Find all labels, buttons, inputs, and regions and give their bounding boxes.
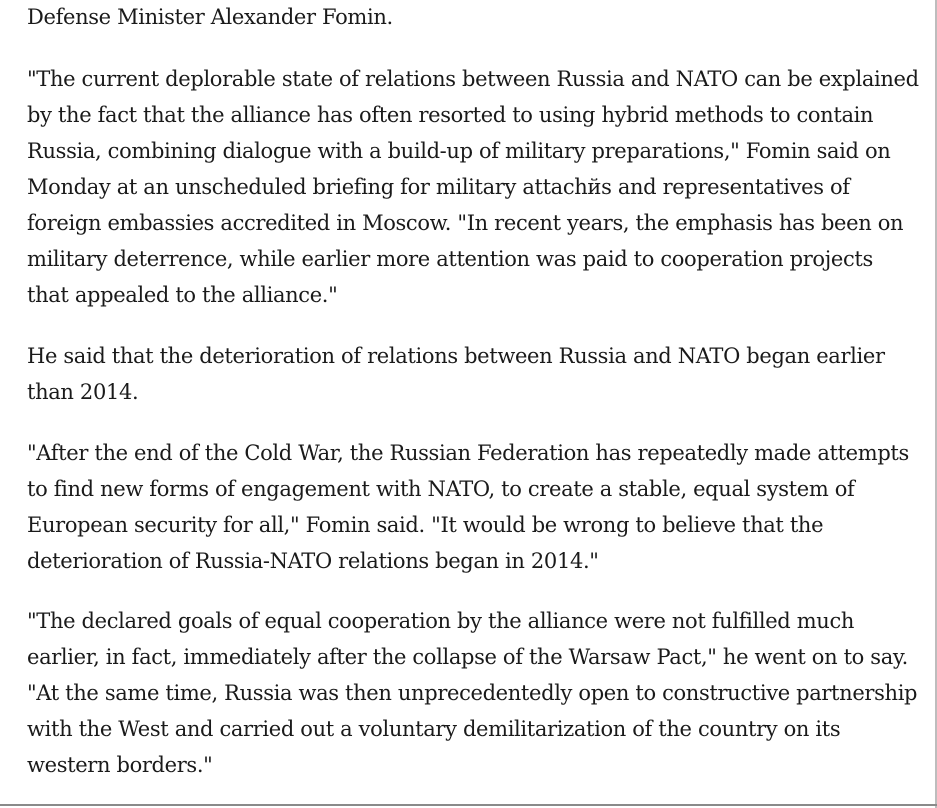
article-paragraph: "The current deplorable state of relations between Russia and NATO can be explained by the fact that the alliance has often resorted to using hybrid methods to contain Russia, combining dialogue with a build-up of military preparations," Fomin said on Monday at an unscheduled briefing for military attachйs and representatives of foreign embassies accredited in Moscow. "In recent years, the emphasis has been on military deterrence, while earlier more attention was paid to cooperation projects that appealed to the alliance." [27,67,919,307]
bottom-divider [0,804,937,806]
article-paragraph: Defense Minister Alexander Fomin. [27,5,393,29]
article-paragraph: He said that the deterioration of relations between Russia and NATO began earlier than 2014. [27,344,885,404]
article-paragraph: "The declared goals of equal cooperation by the alliance were not fulfilled much earlier, in fact, immediately after the collapse of the Warsaw Pact," he went on to say. "At the same time, Russia was then unprecedentedly open to constructive partnership with the West and carried out a voluntary demilitarization of the country on its western borders." [27,609,918,777]
article-paragraph: "After the end of the Cold War, the Russian Federation has repeatedly made attempts to find new forms of engagement with NATO, to create a stable, equal system of European security for all," Fomin said. "It would be wrong to believe that the deterioration of Russia-NATO relations began in 2014." [27,441,909,573]
